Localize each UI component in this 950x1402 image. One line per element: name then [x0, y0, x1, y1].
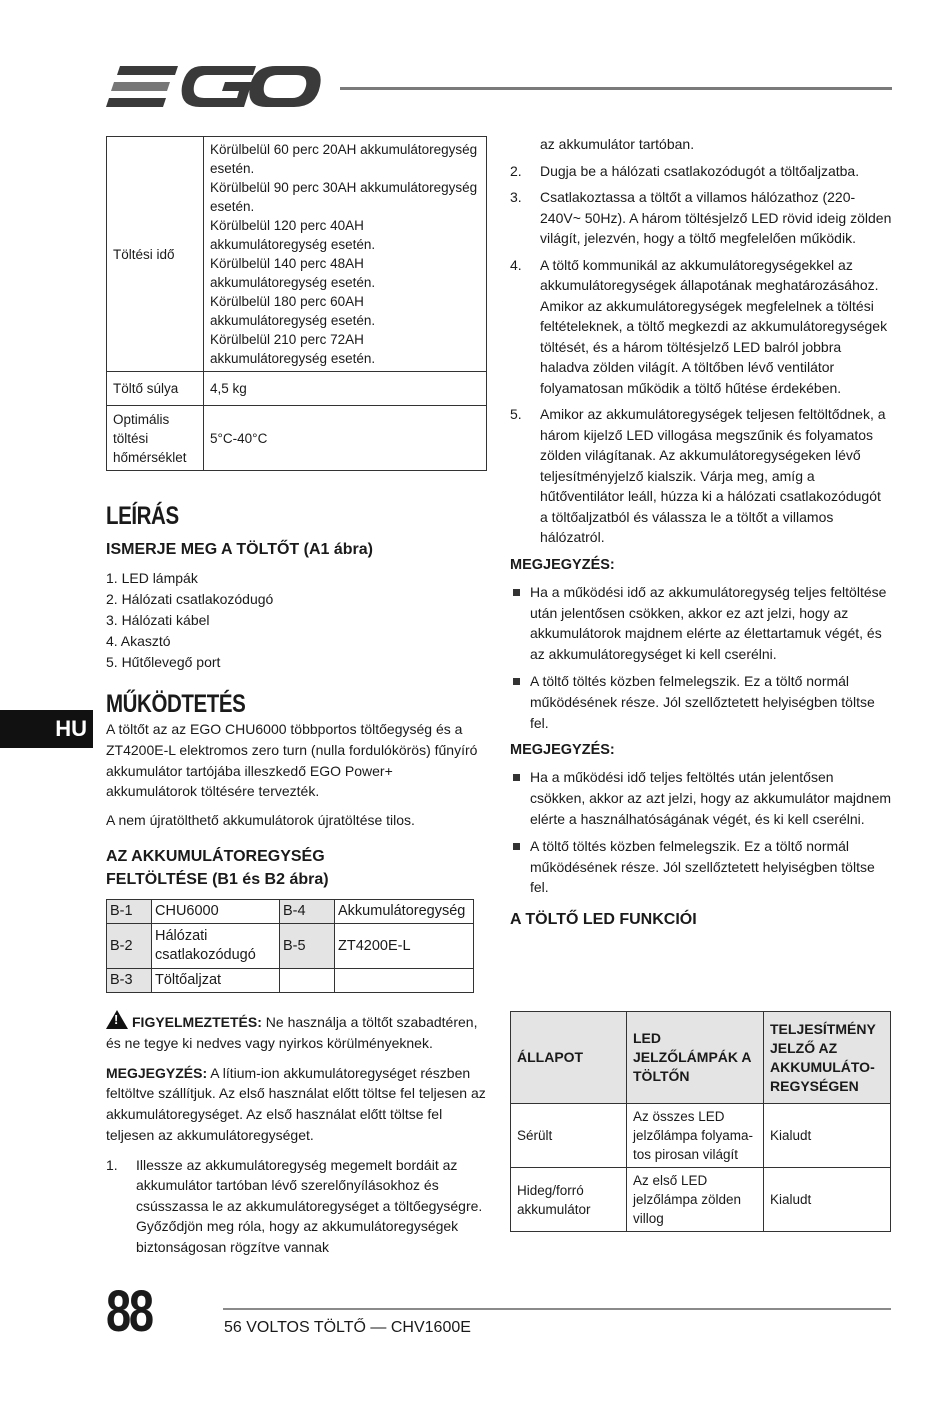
spec-label: Töltési idő [107, 137, 204, 372]
spec-value-line: Körülbelül 180 perc 60AH akkumulátoregység esetén. [210, 294, 376, 328]
paragraph: A nem újratölthető akkumulátorok újratöltése tilos. [106, 812, 415, 829]
spec-value-line: Körülbelül 60 perc 20AH akkumulátoregység esetén. [210, 142, 478, 176]
note-heading: MEGJEGYZÉS: [510, 742, 615, 759]
step-number: 1. [106, 1156, 118, 1173]
table-row [107, 924, 474, 969]
spec-value-line: Körülbelül 210 perc 72AH akkumulátoregység esetén. [210, 332, 376, 366]
list-item: Ha a működési idő az akkumulátoregység teljes feltöltése után jelentősen csökken, akkor ez azt jelzi, hogy az akkumulátorok majdnem elérte az élettartamuk végét, és az akkumulátoregységet ki kell cserélni. [510, 582, 892, 665]
ego-logo [106, 62, 321, 112]
spec-value-line: Körülbelül 140 perc 48AH akkumulátoregység esetén. [210, 256, 376, 290]
section-heading: LEÍRÁS [106, 502, 179, 530]
list-item: A töltő töltés közben felmelegszik. Ez a töltő normál működésének része. Jól szellőztetett helyiségben töltse fel. [510, 836, 892, 898]
table-cell [335, 969, 474, 993]
note-text: A lítium-ion akkumulátoregységet részben feltöltve szállítjuk. Az első használat előtt töltse fel teljesen az akkumulátoregységet. Az első használat előtt töltse fel teljesen az akkumulátoregységet. [106, 1064, 486, 1143]
note-bullets [510, 767, 892, 898]
table-cell: Töltőaljzat [152, 969, 280, 993]
list-item: 3. Hálózati kábel [106, 612, 210, 628]
step-number: 5. [510, 406, 522, 423]
step-continuation: az akkumulátor tartóban. [540, 136, 695, 152]
table-row [511, 1168, 891, 1232]
table-cell [280, 969, 335, 993]
table-cell: ZT4200E-L [335, 924, 474, 969]
table-row [107, 900, 474, 924]
ego-logo-graphic [106, 62, 321, 112]
list-item [510, 255, 892, 399]
step-text: Amikor az akkumulátoregységek teljesen feltöltődnek, a három kijelző LED villogása megszűnik és folyamatos zölden világítanak. Az akkumulátoregységeken lévő teljesítményjelző kialszik. Várja meg, amíg a hűtőventilátor leáll, húzza ki a hálózati csatlakozódugót a töltőaljzatból és válassza le a töltőt a villamos hálózatról. [540, 406, 886, 546]
list-item: 5. Hűtőlevegő port [106, 654, 221, 670]
step-number: 4. [510, 256, 522, 273]
right-column [510, 134, 892, 931]
table-cell: Kialudt [764, 1104, 891, 1168]
table-header: TELJESÍTMÉNY JELZŐ AZ AKKUMULÁTO-REGYSÉGEN [764, 1012, 891, 1104]
warning-text: Ne használja a töltőt szabadtéren, és ne tegye ki nedves vagy nyirkos körülményeknek. [106, 1014, 478, 1051]
table-cell: Az első LED jelzőlámpa zölden villog [627, 1168, 764, 1232]
table-row [511, 1104, 891, 1168]
table-cell: B-5 [280, 924, 335, 969]
table-row [107, 969, 474, 993]
spec-value [204, 137, 487, 372]
operation-section [106, 690, 484, 891]
warning-label: FIGYELMEZTETÉS: [132, 1014, 262, 1030]
step-text: Dugja be a hálózati csatlakozódugót a töltőaljzatba. [540, 162, 860, 179]
spec-table [106, 136, 487, 471]
table-cell: Hálózati csatlakozódugó [152, 924, 280, 969]
paragraph: A töltőt az az EGO CHU6000 többportos töltőegység és a ZT4200E-L elektromos zero turn (nulla fordulókörös) fűnyíró akkumulátor tartójába illeszkedő EGO Power+ akkumulátorok töltésére tervezték. [106, 721, 478, 800]
footer-rule [223, 1308, 891, 1310]
list-item: 1. LED lámpák [106, 570, 198, 586]
list-item: 4. Akasztó [106, 633, 171, 649]
list-item [510, 404, 892, 548]
step-text: A töltő kommunikál az akkumulátoregységekkel az akkumulátoregységek állapotának meghatározásához. Amikor az akkumulátoregységek megfelelnek a töltési feltételeknek, a töltő megkezdi az akkumulátoregységek töltését, és a három töltésjelző LED balról jobbra haladva zölden világít. A töltőben lévő ventilátor folyamatosan működik a töltő hűtése érdekében. [540, 256, 888, 396]
step-number: 2. [510, 162, 522, 179]
list-item: Ha a működési idő teljes feltöltés után jelentősen csökken, akkor az azt jelzi, hogy az akkumulátor majdnem elérte a használhatóságának végét, és ki kell cserélni. [510, 767, 892, 829]
note-paragraph [106, 1063, 486, 1146]
list-item: A töltő töltés közben felmelegszik. Ez a töltő normál működésének része. Jól szellőztetett helyiségben töltse fel. [510, 671, 892, 733]
table-cell: B-3 [107, 969, 152, 993]
table-header: LED JELZŐLÁMPÁK A TÖLTŐN [627, 1012, 764, 1104]
list-item: 2. Hálózati csatlakozódugó [106, 591, 274, 607]
warning-icon [106, 1010, 128, 1029]
table-row [107, 137, 487, 372]
section-subheading: ISMERJE MEG A TÖLTŐT (A1 ábra) [106, 541, 373, 558]
steps-list [510, 161, 892, 548]
table-cell: Akkumulátoregység [335, 900, 474, 924]
led-functions-table [510, 1011, 891, 1232]
table-cell: CHU6000 [152, 900, 280, 924]
table-cell: B-1 [107, 900, 152, 924]
step-text: Illessze az akkumulátoregység megemelt bordáit az akkumulátor tartóban lévő szerelőnyílásokhoz és csússzassa le az akkumulátoregységet a töltőegységre. Győződjön meg róla, hogy az akkumulátoregységek biztonságosan rögzítve vannak [136, 1156, 483, 1255]
step-text: Csatlakoztassa a töltőt a villamos hálózathoz (220-240V~ 50Hz). A három töltésjelző LED rövid ideig zölden világít, jelezvén, hogy a töltő megfelelően működik. [540, 189, 892, 247]
language-tab: HU [0, 710, 93, 748]
spec-label: Optimális töltési hőmérséklet [107, 406, 204, 471]
section-subheading: A TÖLTŐ LED FUNKCIÓI [510, 911, 697, 929]
table-cell: Hideg/forró akkumulátor [511, 1168, 627, 1232]
spec-label: Töltő súlya [107, 372, 204, 406]
table-row [511, 1012, 891, 1104]
list-item [510, 187, 892, 249]
parts-list [106, 568, 486, 673]
header-rule [340, 87, 892, 90]
section-heading: MŰKÖDTETÉS [106, 690, 246, 718]
warning-block [106, 1010, 486, 1263]
table-cell: Az összes LED jelzőlámpa folyama-tos pirosan világít [627, 1104, 764, 1168]
footer-title: 56 VOLTOS TÖLTŐ — CHV1600E [224, 1319, 471, 1336]
spec-value-line: Körülbelül 90 perc 30AH akkumulátoregység esetén. [210, 180, 478, 214]
table-cell: Sérült [511, 1104, 627, 1168]
warning-paragraph [106, 1010, 486, 1054]
table-cell: B-4 [280, 900, 335, 924]
note-label: MEGJEGYZÉS: [106, 1064, 208, 1081]
note-heading: MEGJEGYZÉS: [510, 556, 615, 573]
spec-value: 4,5 kg [204, 372, 487, 406]
table-cell: B-2 [107, 924, 152, 969]
steps-list [106, 1155, 486, 1258]
spec-value-line: Körülbelül 120 perc 40AH akkumulátoregység esetén. [210, 218, 376, 252]
list-item [510, 161, 892, 182]
table-cell: Kialudt [764, 1168, 891, 1232]
table-row [107, 406, 487, 471]
step-number: 3. [510, 189, 522, 206]
table-row [107, 372, 487, 406]
list-item [106, 1155, 486, 1258]
description-section [106, 502, 486, 673]
b-parts-table [106, 899, 474, 993]
table-header: ÁLLAPOT [511, 1012, 627, 1104]
page-number: 88 [106, 1279, 152, 1344]
section-subheading: AZ AKKUMULÁTOREGYSÉG FELTÖLTÉSE (B1 és B2 ábra) [106, 847, 329, 888]
note-bullets [510, 582, 892, 734]
spec-value: 5°C-40°C [204, 406, 487, 471]
